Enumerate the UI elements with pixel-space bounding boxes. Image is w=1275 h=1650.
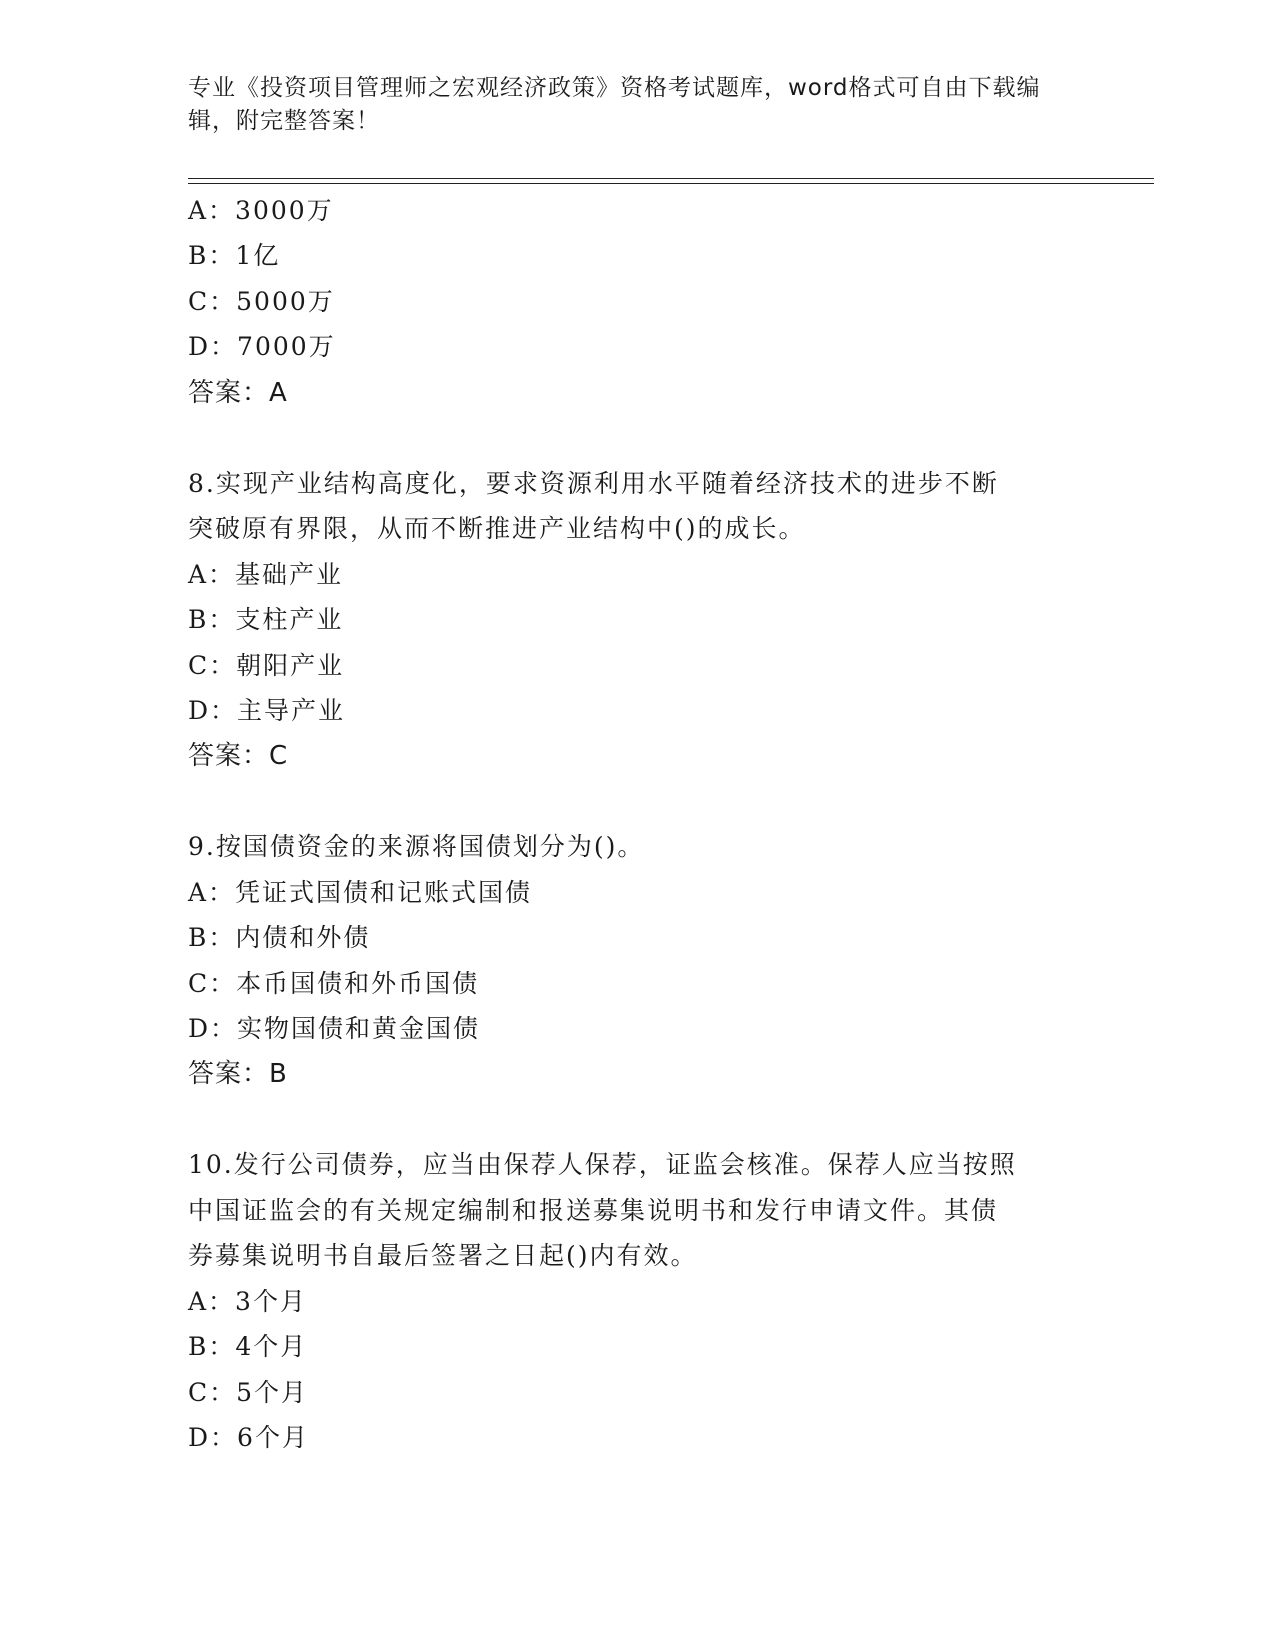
q8-option-b: B：支柱产业: [188, 605, 344, 634]
q10-stem-line-3: 券募集说明书自最后签署之日起()内有效。: [188, 1241, 698, 1270]
q9-option-c: C：本币国债和外币国债: [188, 969, 480, 998]
q9-option-a: A：凭证式国债和记账式国债: [188, 878, 533, 907]
q10-option-c: C：5个月: [188, 1378, 309, 1407]
q9-stem-line-1: 9.按国债资金的来源将国债划分为()。: [188, 832, 645, 861]
q7-option-a: A：3000万: [188, 196, 334, 225]
q7-option-d: D：7000万: [188, 332, 336, 361]
q7-answer: 答案：A: [188, 378, 288, 408]
q8-option-a: A：基础产业: [188, 560, 344, 589]
q7-option-b: B：1亿: [188, 241, 281, 270]
q10-option-a: A：3个月: [188, 1287, 307, 1316]
q10-stem-line-1: 10.发行公司债券，应当由保荐人保荐，证监会核准。保荐人应当按照: [188, 1150, 1017, 1179]
q10-option-b: B：4个月: [188, 1332, 308, 1361]
header-rule-bottom: [188, 183, 1154, 184]
q8-stem-line-2: 突破原有界限，从而不断推进产业结构中()的成长。: [188, 514, 806, 543]
q10-option-d: D：6个月: [188, 1423, 309, 1452]
q8-answer: 答案：C: [188, 741, 289, 771]
header-line-1: 专业《投资项目管理师之宏观经济政策》资格考试题库，word格式可自由下载编: [188, 75, 1041, 101]
q8-stem-line-1: 8.实现产业结构高度化，要求资源利用水平随着经济技术的进步不断: [188, 469, 999, 498]
q9-answer: 答案：B: [188, 1059, 288, 1089]
document-header: [188, 72, 1088, 138]
header-rule-top: [188, 178, 1154, 179]
q9-option-b: B：内债和外债: [188, 923, 371, 952]
header-line-2: 辑，附完整答案！: [188, 108, 380, 134]
q7-option-c: C：5000万: [188, 287, 335, 316]
q9-option-d: D：实物国债和黄金国债: [188, 1014, 481, 1043]
q8-option-c: C：朝阳产业: [188, 651, 345, 680]
q10-stem-line-2: 中国证监会的有关规定编制和报送募集说明书和发行申请文件。其债: [188, 1196, 999, 1225]
q8-option-d: D：主导产业: [188, 696, 346, 725]
